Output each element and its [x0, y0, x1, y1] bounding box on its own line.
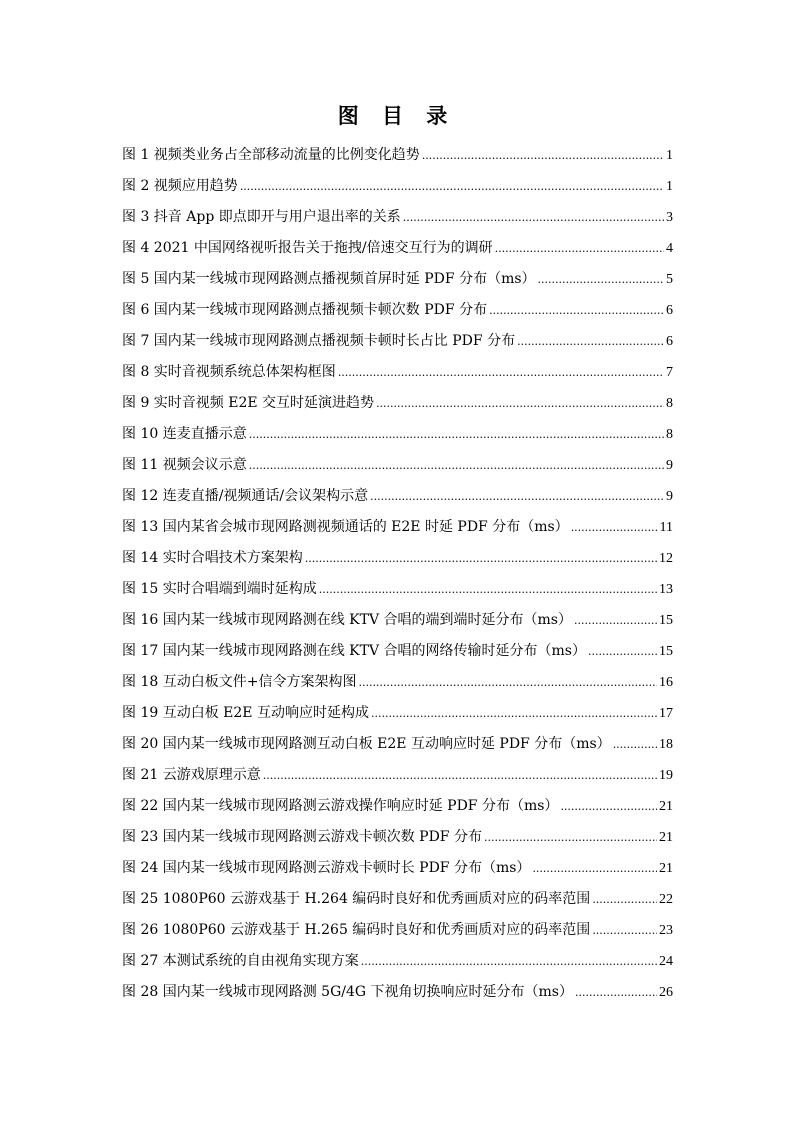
- toc-dot-leader: [370, 481, 664, 512]
- toc-entry[interactable]: [122, 357, 673, 388]
- toc-entry-page-number: 12: [659, 551, 673, 566]
- toc-entry-page-number: 11: [659, 520, 673, 535]
- toc-entry-page-number: 15: [659, 644, 673, 659]
- toc-entry[interactable]: [122, 636, 673, 667]
- toc-entry-label: 图 28 国内某一线城市现网路测 5G/4G 下视角切换响应时延分布（ms）: [122, 984, 573, 1000]
- toc-dot-leader: [613, 729, 657, 760]
- toc-entry-label: 图 25 1080P60 云游戏基于 H.264 编码时良好和优秀画质对应的码率范围: [122, 891, 591, 907]
- toc-entry-page-number: 18: [659, 737, 673, 752]
- toc-entry-page-number: 8: [666, 427, 673, 442]
- toc-entry-label: 图 4 2021 中国网络视听报告关于拖拽/倍速交互行为的调研: [122, 240, 493, 256]
- toc-entry[interactable]: [122, 791, 673, 822]
- toc-dot-leader: [592, 884, 657, 915]
- toc-entry-page-number: 13: [659, 582, 673, 597]
- toc-entry[interactable]: [122, 915, 673, 946]
- toc-entry[interactable]: [122, 946, 673, 977]
- toc-entry-label: 图 19 互动白板 E2E 互动响应时延构成: [122, 705, 369, 721]
- toc-entry-label: 图 3 抖音 App 即点即开与用户退出率的关系: [122, 209, 401, 225]
- toc-dot-leader: [588, 636, 657, 667]
- toc-entry[interactable]: [122, 512, 673, 543]
- toc-entry[interactable]: [122, 388, 673, 419]
- toc-entry-page-number: 5: [666, 272, 673, 287]
- toc-entry[interactable]: [122, 667, 673, 698]
- toc-entry-page-number: 21: [659, 861, 673, 876]
- toc-dot-leader: [305, 543, 657, 574]
- toc-entry[interactable]: [122, 450, 673, 481]
- toc-entry-label: 图 22 国内某一线城市现网路测云游戏操作响应时延 PDF 分布（ms）: [122, 798, 559, 814]
- toc-entry-label: 图 23 国内某一线城市现网路测云游戏卡顿次数 PDF 分布: [122, 829, 482, 845]
- toc-dot-leader: [358, 667, 657, 698]
- toc-entry-page-number: 3: [666, 210, 673, 225]
- toc-entry-label: 图 5 国内某一线城市现网路测点播视频首屏时延 PDF 分布（ms）: [122, 271, 536, 287]
- toc-dot-leader: [489, 295, 664, 326]
- toc-entry-label: 图 9 实时音视频 E2E 交互时延演进趋势: [122, 395, 375, 411]
- toc-entry-page-number: 6: [666, 303, 673, 318]
- toc-entry-label: 图 1 视频类业务占全部移动流量的比例变化趋势: [122, 147, 420, 163]
- toc-entry-page-number: 4: [666, 241, 673, 256]
- toc-entry-page-number: 15: [659, 613, 673, 628]
- toc-entry-label: 图 6 国内某一线城市现网路测点播视频卡顿次数 PDF 分布: [122, 302, 488, 318]
- toc-entry[interactable]: [122, 419, 673, 450]
- toc-entry-page-number: 24: [659, 954, 673, 969]
- toc-entry-page-number: 26: [659, 985, 673, 1000]
- toc-dot-leader: [484, 822, 657, 853]
- toc-dot-leader: [249, 419, 664, 450]
- toc-entry-label: 图 18 互动白板文件+信令方案架构图: [122, 674, 357, 690]
- toc-entry-page-number: 21: [659, 830, 673, 845]
- toc-dot-leader: [240, 171, 664, 202]
- toc-dot-leader: [574, 605, 657, 636]
- toc-dot-leader: [560, 791, 657, 822]
- toc-entry-page-number: 19: [659, 768, 673, 783]
- toc-entry[interactable]: [122, 481, 673, 512]
- toc-entry-label: 图 16 国内某一线城市现网路测在线 KTV 合唱的端到端时延分布（ms）: [122, 612, 572, 628]
- toc-entry-page-number: 21: [659, 799, 673, 814]
- toc-dot-leader: [538, 264, 664, 295]
- toc-dot-leader: [319, 574, 657, 605]
- toc-entry-page-number: 8: [666, 396, 673, 411]
- figure-toc-list: [122, 140, 673, 1008]
- toc-entry-label: 图 2 视频应用趋势: [122, 178, 238, 194]
- toc-entry-page-number: 23: [659, 923, 673, 938]
- toc-entry-label: 图 24 国内某一线城市现网路测云游戏卡顿时长 PDF 分布（ms）: [122, 860, 531, 876]
- toc-entry-label: 图 27 本测试系统的自由视角实现方案: [122, 953, 359, 969]
- toc-entry[interactable]: [122, 326, 673, 357]
- toc-entry-page-number: 16: [659, 675, 673, 690]
- toc-entry[interactable]: [122, 543, 673, 574]
- toc-entry[interactable]: [122, 822, 673, 853]
- toc-dot-leader: [495, 233, 664, 264]
- toc-entry-label: 图 13 国内某省会城市现网路测视频通话的 E2E 时延 PDF 分布（ms）: [122, 519, 569, 535]
- toc-entry-label: 图 21 云游戏原理示意: [122, 767, 261, 783]
- toc-entry-label: 图 11 视频会议示意: [122, 457, 247, 473]
- toc-entry-label: 图 8 实时音视频系统总体架构框图: [122, 364, 336, 380]
- toc-entry-label: 图 14 实时合唱技术方案架构: [122, 550, 303, 566]
- toc-entry-page-number: 17: [659, 706, 673, 721]
- toc-dot-leader: [422, 140, 664, 171]
- toc-entry[interactable]: [122, 729, 673, 760]
- toc-dot-leader: [361, 946, 657, 977]
- toc-entry[interactable]: [122, 977, 673, 1008]
- toc-entry[interactable]: [122, 295, 673, 326]
- toc-dot-leader: [376, 388, 664, 419]
- toc-dot-leader: [249, 450, 664, 481]
- toc-dot-leader: [403, 202, 664, 233]
- toc-entry-page-number: 1: [666, 179, 673, 194]
- toc-entry-label: 图 17 国内某一线城市现网路测在线 KTV 合唱的网络传输时延分布（ms）: [122, 643, 586, 659]
- toc-entry-label: 图 26 1080P60 云游戏基于 H.265 编码时良好和优秀画质对应的码率范围: [122, 922, 591, 938]
- toc-entry[interactable]: [122, 140, 673, 171]
- toc-dot-leader: [517, 326, 664, 357]
- page-title: 图 目 录: [337, 104, 456, 128]
- toc-entry[interactable]: [122, 760, 673, 791]
- toc-dot-leader: [532, 853, 657, 884]
- toc-entry-label: 图 7 国内某一线城市现网路测点播视频卡顿时长占比 PDF 分布: [122, 333, 516, 349]
- toc-entry-label: 图 15 实时合唱端到端时延构成: [122, 581, 317, 597]
- toc-entry-label: 图 10 连麦直播示意: [122, 426, 247, 442]
- toc-dot-leader: [575, 977, 657, 1008]
- toc-dot-leader: [571, 512, 658, 543]
- toc-entry[interactable]: [122, 202, 673, 233]
- toc-entry-page-number: 9: [666, 458, 673, 473]
- toc-dot-leader: [338, 357, 664, 388]
- toc-entry[interactable]: [122, 884, 673, 915]
- toc-dot-leader: [371, 698, 657, 729]
- toc-entry-page-number: 6: [666, 334, 673, 349]
- toc-dot-leader: [592, 915, 657, 946]
- toc-entry-page-number: 9: [666, 489, 673, 504]
- toc-dot-leader: [263, 760, 657, 791]
- toc-entry-page-number: 1: [666, 148, 673, 163]
- toc-entry[interactable]: [122, 574, 673, 605]
- toc-entry[interactable]: [122, 698, 673, 729]
- toc-entry[interactable]: [122, 853, 673, 884]
- toc-entry-label: 图 12 连麦直播/视频通话/会议架构示意: [122, 488, 369, 504]
- toc-entry[interactable]: [122, 233, 673, 264]
- toc-entry-page-number: 22: [659, 892, 673, 907]
- toc-entry[interactable]: [122, 605, 673, 636]
- toc-entry-label: 图 20 国内某一线城市现网路测互动白板 E2E 互动响应时延 PDF 分布（ms）: [122, 736, 611, 752]
- toc-entry[interactable]: [122, 264, 673, 295]
- toc-entry[interactable]: [122, 171, 673, 202]
- toc-entry-page-number: 7: [666, 365, 673, 380]
